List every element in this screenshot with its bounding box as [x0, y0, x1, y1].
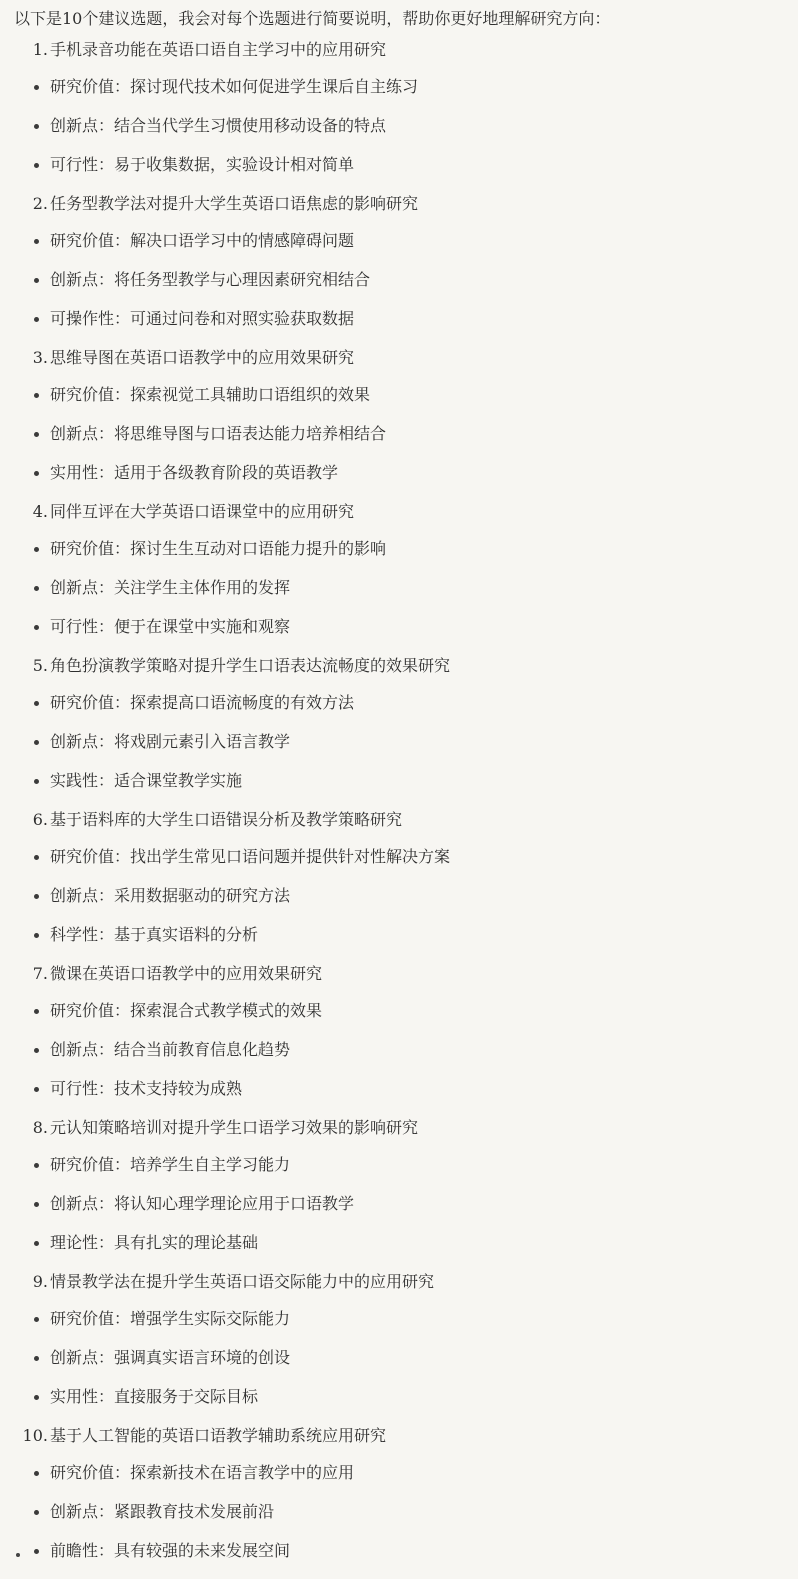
topic-title: 基于人工智能的英语口语教学辅助系统应用研究 [50, 1425, 386, 1447]
topic-title: 手机录音功能在英语口语自主学习中的应用研究 [50, 39, 386, 61]
topic-number: 4. [14, 501, 48, 523]
bullet-dot-icon [34, 278, 39, 283]
bullet-item [14, 1039, 786, 1078]
bullet-text: 科学性：基于真实语料的分析 [50, 924, 258, 946]
bullet-dot-icon [34, 855, 39, 860]
topic-item [14, 193, 786, 230]
bullet-text: 实践性：适合课堂教学实施 [50, 770, 242, 792]
topic-title: 角色扮演教学策略对提升学生口语表达流畅度的效果研究 [50, 655, 450, 677]
bullet-dot-icon [34, 1317, 39, 1322]
bullet-dot-icon [34, 1471, 39, 1476]
bullet-text: 研究价值：培养学生自主学习能力 [50, 1154, 290, 1176]
bullet-item [14, 1154, 786, 1193]
bullet-item [14, 692, 786, 731]
bullet-dot-icon [34, 1241, 39, 1246]
topic-list [14, 39, 786, 1579]
bullet-text: 理论性：具有扎实的理论基础 [50, 1232, 258, 1254]
bullet-item [14, 924, 786, 963]
bullet-text: 可操作性：可通过问卷和对照实验获取数据 [50, 308, 354, 330]
bullet-item [14, 770, 786, 809]
topic-item [14, 39, 786, 76]
bullet-dot-icon [34, 625, 39, 630]
bullet-dot-icon [34, 740, 39, 745]
bullet-dot-icon [34, 1163, 39, 1168]
bullet-text: 研究价值：探讨生生互动对口语能力提升的影响 [50, 538, 386, 560]
bullet-item [14, 1386, 786, 1425]
intro-text: 以下是10个建议选题，我会对每个选题进行简要说明，帮助你更好地理解研究方向： [14, 8, 786, 30]
topic-title: 任务型教学法对提升大学生英语口语焦虑的影响研究 [50, 193, 418, 215]
bullet-item [14, 1501, 786, 1540]
bullet-text: 创新点：结合当前教育信息化趋势 [50, 1039, 290, 1061]
bullet-dot-icon [34, 547, 39, 552]
bullet-dot-icon [34, 701, 39, 706]
bullet-item [14, 115, 786, 154]
bullet-item [14, 1347, 786, 1386]
topic-title: 基于语料库的大学生口语错误分析及教学策略研究 [50, 809, 402, 831]
bullet-text: 创新点：采用数据驱动的研究方法 [50, 885, 290, 907]
bullet-dot-icon [34, 933, 39, 938]
bullet-item [14, 1193, 786, 1232]
bullet-item [14, 1078, 786, 1117]
bullet-item [14, 462, 786, 501]
bullet-item [14, 269, 786, 308]
topic-title: 情景教学法在提升学生英语口语交际能力中的应用研究 [50, 1271, 434, 1293]
bullet-dot-icon [34, 1048, 39, 1053]
bullet-item [14, 230, 786, 269]
bullet-dot-icon [34, 1202, 39, 1207]
bullet-dot-icon [34, 471, 39, 476]
topic-number: 8. [14, 1117, 48, 1139]
topic-item [14, 655, 786, 692]
bullet-item [14, 154, 786, 193]
topic-title: 微课在英语口语教学中的应用效果研究 [50, 963, 322, 985]
bullet-text: 创新点：强调真实语言环境的创设 [50, 1347, 290, 1369]
bullet-dot-icon [34, 124, 39, 129]
bullet-item [14, 308, 786, 347]
bullet-text: 研究价值：探索混合式教学模式的效果 [50, 1000, 322, 1022]
bullet-text: 创新点：将戏剧元素引入语言教学 [50, 731, 290, 753]
topic-number: 2. [14, 193, 48, 215]
bullet-text: 实用性：适用于各级教育阶段的英语教学 [50, 462, 338, 484]
bullet-text: 研究价值：探索提高口语流畅度的有效方法 [50, 692, 354, 714]
bullet-text: 研究价值：找出学生常见口语问题并提供针对性解决方案 [50, 846, 450, 868]
bullet-item [14, 1308, 786, 1347]
bullet-item [14, 1000, 786, 1039]
bullet-dot-icon [34, 1356, 39, 1361]
bullet-dot-icon [34, 85, 39, 90]
bullet-dot-icon [34, 894, 39, 899]
topic-title: 思维导图在英语口语教学中的应用效果研究 [50, 347, 354, 369]
bullet-dot-icon [34, 1009, 39, 1014]
bullet-text: 实用性：直接服务于交际目标 [50, 1386, 258, 1408]
bullet-item [14, 538, 786, 577]
bullet-text: 创新点：关注学生主体作用的发挥 [50, 577, 290, 599]
bullet-dot-icon [34, 1549, 39, 1554]
topic-number: 3. [14, 347, 48, 369]
bullet-item [14, 616, 786, 655]
bullet-text: 创新点：将思维导图与口语表达能力培养相结合 [50, 423, 386, 445]
bullet-item [14, 846, 786, 885]
bullet-text: 创新点：将任务型教学与心理因素研究相结合 [50, 269, 370, 291]
topic-number: 6. [14, 809, 48, 831]
bullet-text: 研究价值：探索新技术在语言教学中的应用 [50, 1462, 354, 1484]
bullet-dot-icon [34, 1087, 39, 1092]
bullet-dot-icon [34, 432, 39, 437]
bullet-text: 可行性：便于在课堂中实施和观察 [50, 616, 290, 638]
bullet-text: 研究价值：探索视觉工具辅助口语组织的效果 [50, 384, 370, 406]
topic-item [14, 1117, 786, 1154]
topic-number: 5. [14, 655, 48, 677]
bullet-item [14, 885, 786, 924]
bullet-dot-icon [34, 317, 39, 322]
topic-title: 元认知策略培训对提升学生口语学习效果的影响研究 [50, 1117, 418, 1139]
bullet-item [14, 423, 786, 462]
bullet-item [14, 1462, 786, 1501]
topic-item [14, 347, 786, 384]
topic-item [14, 809, 786, 846]
bullet-item [14, 384, 786, 423]
topic-number: 1. [14, 39, 48, 61]
topic-number: 7. [14, 963, 48, 985]
bullet-item [14, 731, 786, 770]
bullet-text: 研究价值：解决口语学习中的情感障碍问题 [50, 230, 354, 252]
bullet-dot-icon [34, 586, 39, 591]
bullet-item [14, 577, 786, 616]
topic-item [14, 1271, 786, 1308]
topic-item [14, 1425, 786, 1462]
bullet-dot-icon [34, 1395, 39, 1400]
topic-number: 10. [14, 1425, 48, 1447]
topic-item [14, 963, 786, 1000]
bullet-item [14, 1540, 786, 1579]
bullet-text: 创新点：紧跟教育技术发展前沿 [50, 1501, 274, 1523]
bullet-dot-icon [34, 163, 39, 168]
bullet-dot-icon [34, 1510, 39, 1515]
topic-item [14, 501, 786, 538]
topic-number: 9. [14, 1271, 48, 1293]
bullet-text: 创新点：将认知心理学理论应用于口语教学 [50, 1193, 354, 1215]
bullet-text: 研究价值：探讨现代技术如何促进学生课后自主练习 [50, 76, 418, 98]
bullet-text: 创新点：结合当代学生习惯使用移动设备的特点 [50, 115, 386, 137]
bullet-text: 前瞻性：具有较强的未来发展空间 [50, 1540, 290, 1562]
partial-bullet-mark [16, 1553, 20, 1557]
bullet-text: 可行性：易于收集数据，实验设计相对简单 [50, 154, 354, 176]
bullet-dot-icon [34, 779, 39, 784]
bullet-dot-icon [34, 393, 39, 398]
bullet-item [14, 76, 786, 115]
topic-title: 同伴互评在大学英语口语课堂中的应用研究 [50, 501, 354, 523]
bullet-text: 研究价值：增强学生实际交际能力 [50, 1308, 290, 1330]
bullet-text: 可行性：技术支持较为成熟 [50, 1078, 242, 1100]
bullet-dot-icon [34, 239, 39, 244]
bullet-item [14, 1232, 786, 1271]
